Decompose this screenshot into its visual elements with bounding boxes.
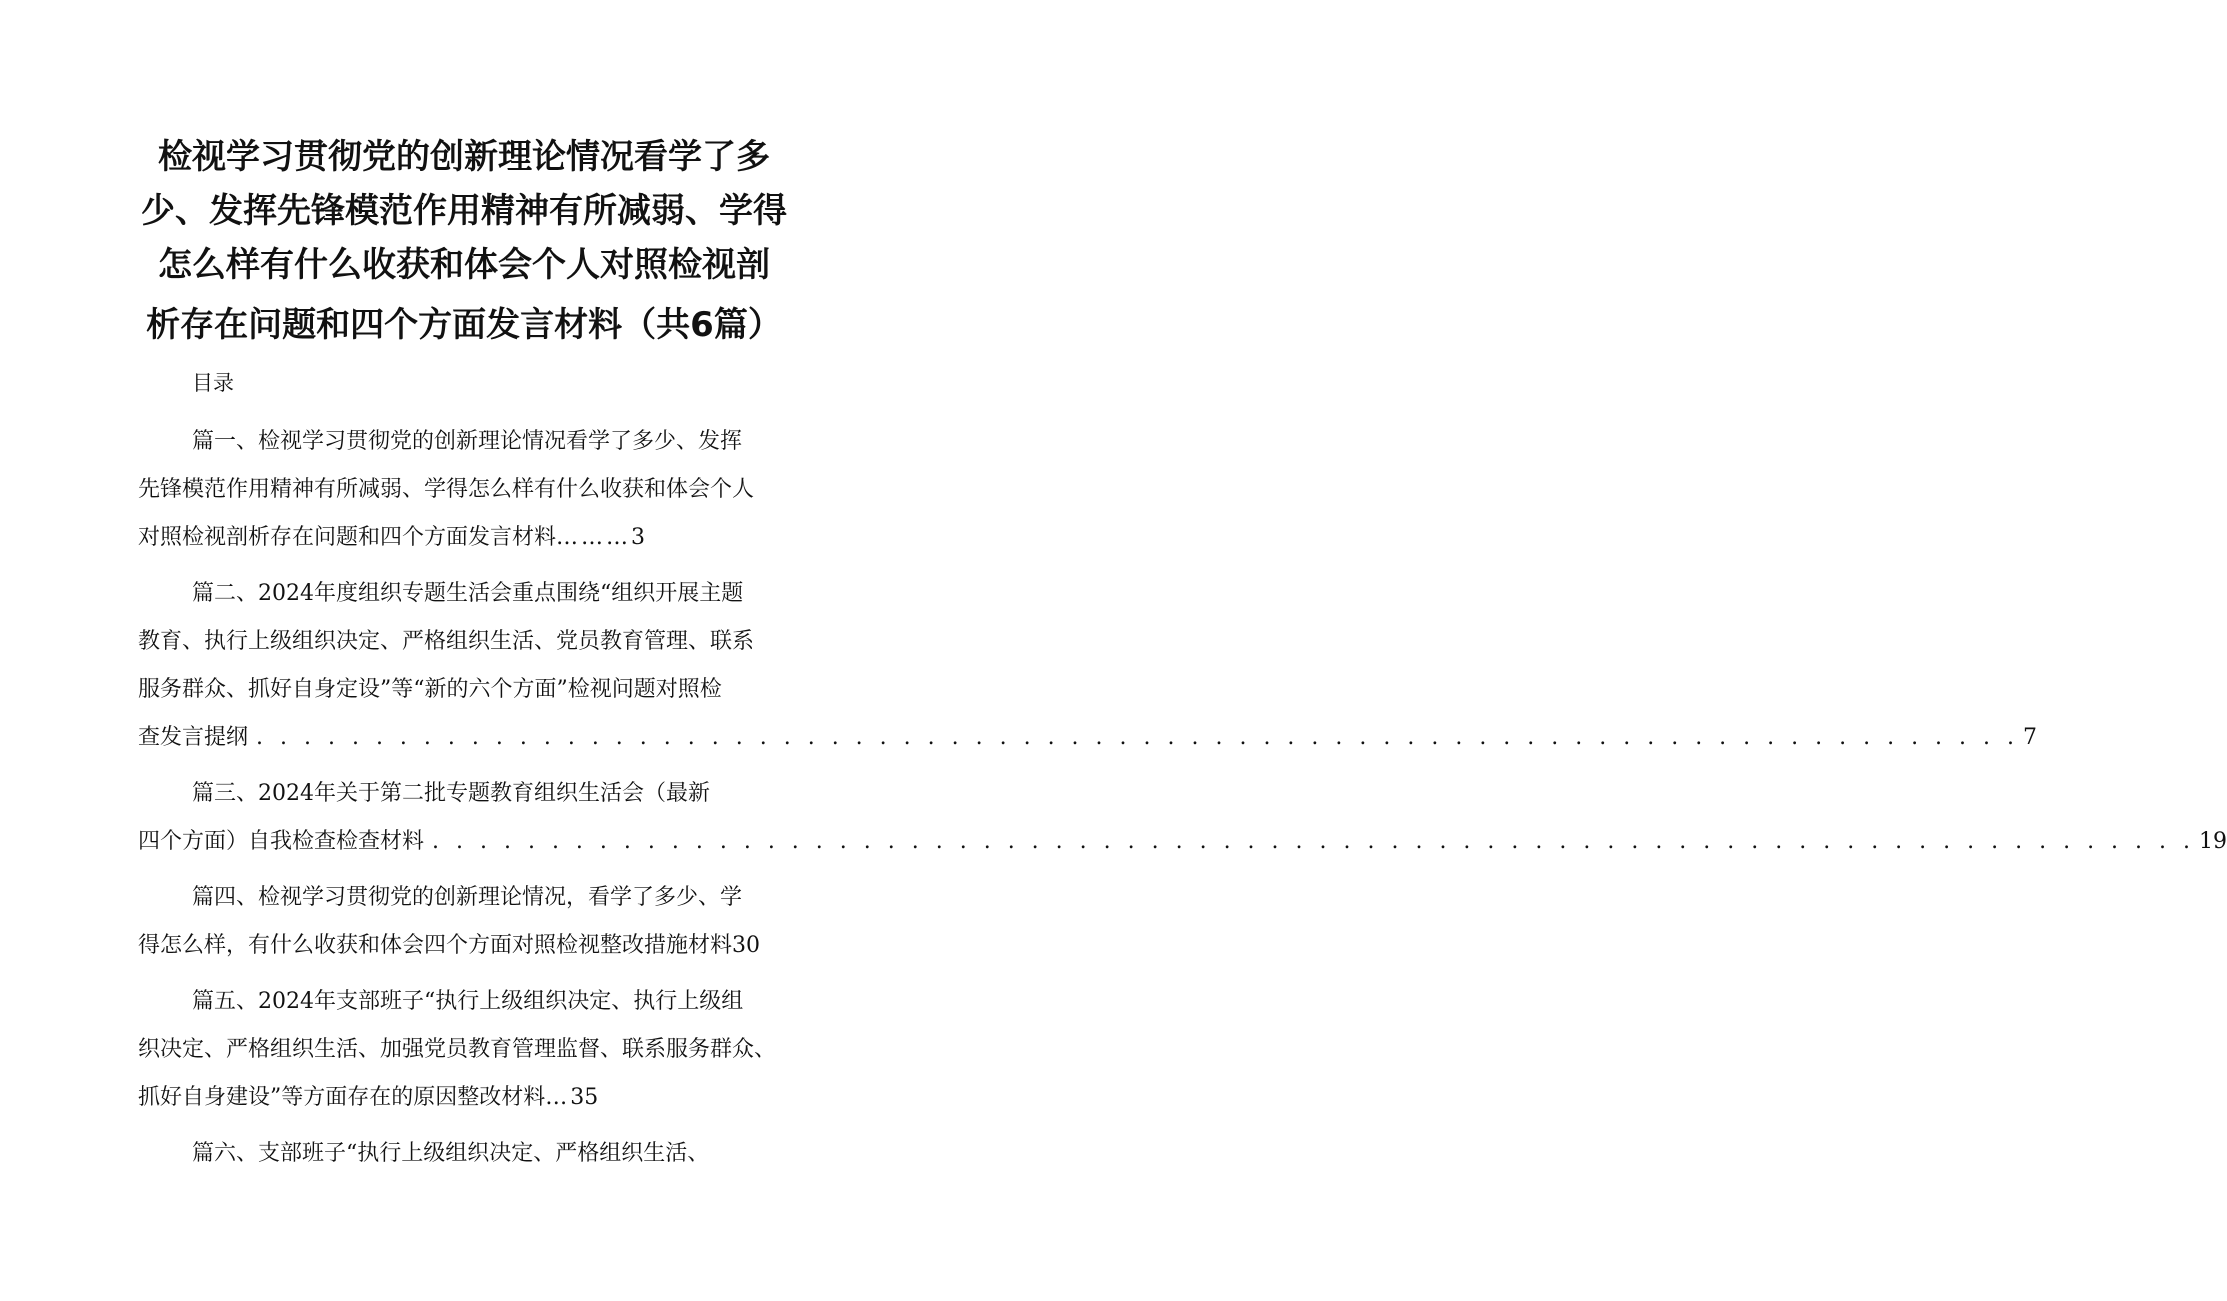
toc-entry-line: 得怎么样，有什么收获和体会四个方面对照检视整改措施材料 xyxy=(138,933,733,958)
toc-heading: 目录 xyxy=(192,371,234,395)
toc-entry-last-line xyxy=(138,514,788,562)
toc-entry-line: 篇三、2024年关于第二批专题教育组织生活会（最新 xyxy=(192,781,710,806)
toc-entry-line: 篇一、检视学习贯彻党的创新理论情况看学了多少、发挥 xyxy=(192,429,743,454)
toc-entry-5[interactable] xyxy=(138,978,788,1122)
toc-page-number: 3 xyxy=(631,525,646,550)
toc-leader-dots: . . . . . . . . . . . . . . . . . . . . . . . . . . . . . . . . . . . . . . . . . . . . . . . . . . . . . . . . . . . . . . . . . . . . . . . . . . xyxy=(432,829,2196,854)
toc-leader-dots: . . . . . . . . . . . . . . . . . . . . . . . . . . . . . . . . . . . . . . . . . . . . . . . . . . . . . . . . . . . . . . . . . . . . . . . . . . xyxy=(256,725,2020,750)
toc-leader-dots: ……… xyxy=(556,525,632,550)
toc-page-number: 30 xyxy=(732,933,761,958)
toc-entry-line: 先锋模范作用精神有所减弱、学得怎么样有什么收获和体会个人 xyxy=(138,477,755,502)
toc-entry-line: 抓好自身建设”等方面存在的原因整改材料 xyxy=(138,1085,546,1110)
toc-entry-line: 四个方面）自我检查检查材料 xyxy=(138,829,425,854)
toc-entry-1[interactable] xyxy=(138,418,788,562)
toc-entry-6[interactable] xyxy=(138,1130,788,1178)
toc-entry-line: 篇四、检视学习贯彻党的创新理论情况，看学了多少、学 xyxy=(192,885,743,910)
toc-page-number: 35 xyxy=(570,1085,599,1110)
toc-entry-2[interactable] xyxy=(138,570,2038,762)
toc-entry-4[interactable] xyxy=(138,874,788,970)
toc-entry-line: 织决定、严格组织生活、加强党员教育管理监督、联系服务群众、 xyxy=(138,1037,777,1062)
toc-entry-line: 查发言提纲 xyxy=(138,725,249,750)
table-of-contents xyxy=(138,418,2227,1186)
toc-entry-last-line xyxy=(138,818,2227,866)
title-line: 怎么样有什么收获和体会个人对照检视剖 xyxy=(158,245,770,285)
toc-entry-line: 篇五、2024年支部班子“执行上级组织决定、执行上级组 xyxy=(192,989,744,1014)
title-line: 检视学习贯彻党的创新理论情况看学了多 xyxy=(158,137,770,177)
toc-entry-line: 篇六、支部班子“执行上级组织决定、严格组织生活、 xyxy=(192,1141,710,1166)
toc-entry-3[interactable] xyxy=(138,770,2227,866)
toc-entry-line: 服务群众、抓好自身定设”等“新的六个方面”检视问题对照检 xyxy=(138,677,722,702)
toc-page-number: 19 xyxy=(2199,829,2227,854)
toc-page-number: 7 xyxy=(2023,725,2038,750)
toc-entry-line: 教育、执行上级组织决定、严格组织生活、党员教育管理、联系 xyxy=(138,629,755,654)
toc-leader-dots: … xyxy=(545,1085,571,1110)
toc-entry-last-line xyxy=(138,922,788,970)
toc-entry-last-line xyxy=(138,1074,788,1122)
document-title xyxy=(140,130,788,352)
toc-entry-line: 对照检视剖析存在问题和四个方面发言材料 xyxy=(138,525,557,550)
title-line: 少、发挥先锋模范作用精神有所减弱、学得 xyxy=(141,191,787,231)
toc-entry-last-line xyxy=(138,714,2038,762)
toc-entry-line: 篇二、2024年度组织专题生活会重点围绕“组织开展主题 xyxy=(192,581,744,606)
title-line: 析存在问题和四个方面发言材料（共6篇） xyxy=(146,305,782,345)
